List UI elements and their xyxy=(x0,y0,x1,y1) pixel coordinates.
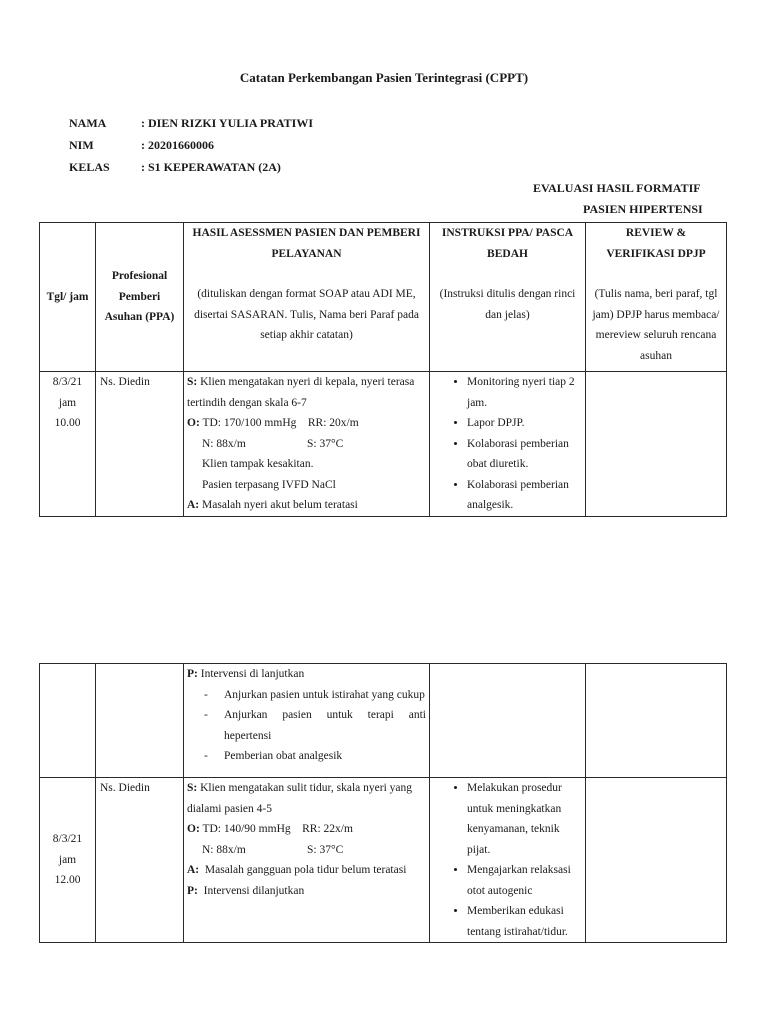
row1-time: 10.00 xyxy=(54,417,81,429)
o-n: N: 88x/m xyxy=(202,437,246,450)
a-text: Masalah gangguan pola tidur belum teratasi xyxy=(204,864,407,876)
s-text: Klien mengatakan nyeri di kepala, nyeri terasa tertindih dengan skala 6-7 xyxy=(187,376,415,409)
p-label: P: xyxy=(187,884,198,897)
info-value: : S1 KEPERAWATAN (2A) xyxy=(141,160,281,174)
row1-objective xyxy=(187,413,426,434)
list-item: • Memberikan edukasi tentang istirahat/tidur. xyxy=(467,901,577,942)
list-item: - Pemberian obat analgesik xyxy=(187,746,426,767)
row2-instructions xyxy=(430,664,586,778)
evaluation-subtitle: PASIEN HIPERTENSI xyxy=(583,202,703,216)
row2-review xyxy=(586,664,727,778)
cppt-table-page2 xyxy=(39,663,727,943)
row3-datetime xyxy=(40,778,96,943)
info-label: NIM xyxy=(69,138,94,152)
row1-jam: jam xyxy=(58,396,77,409)
o-rr: RR: 20x/m xyxy=(307,417,359,429)
instruction-list xyxy=(430,778,577,942)
list-item: • Melakukan prosedur untuk meningkatkan kenyamanan, teknik pijat. xyxy=(467,778,577,860)
o-td: TD: 140/90 mmHg xyxy=(202,823,291,835)
list-item: • Kolaborasi pemberian analgesik. xyxy=(467,475,581,516)
info-label: KELAS xyxy=(69,160,110,174)
plan-list xyxy=(187,685,426,767)
row1-objective-vitals xyxy=(187,434,426,455)
header-row xyxy=(40,223,727,372)
table-row xyxy=(40,778,727,943)
o-rr: RR: 22x/m xyxy=(302,823,353,835)
s-label: S: xyxy=(187,782,198,794)
row3-objective-vitals xyxy=(187,840,426,861)
row3-subjective xyxy=(187,778,426,819)
o-label: O: xyxy=(187,823,200,835)
list-item: - Anjurkan pasien untuk terapi anti hepertensi xyxy=(187,705,426,746)
table-row xyxy=(40,664,727,778)
s-text: Klien mengatakan sulit tidur, skala nyeri yang dialami pasien 4-5 xyxy=(187,782,413,815)
row1-date: 8/3/21 xyxy=(52,376,83,388)
a-label: A: xyxy=(187,864,200,876)
row3-jam: jam xyxy=(58,853,77,866)
info-value: : DIEN RIZKI YULIA PRATIWI xyxy=(141,116,314,130)
p-text: Intervensi di lanjutkan xyxy=(200,668,305,680)
p-text: Intervensi dilanjutkan xyxy=(203,884,305,897)
header-instruction xyxy=(430,223,586,372)
list-item: • Monitoring nyeri tiap 2 jam. xyxy=(467,372,581,413)
header-assessment-title: HASIL ASESSMEN PASIEN DAN PEMBERI PELAYANAN xyxy=(192,227,421,260)
header-review-title: REVIEW & VERIFIKASI DPJP xyxy=(606,227,706,260)
list-item: • Mengajarkan relaksasi otot autogenic xyxy=(467,860,577,901)
header-review xyxy=(586,223,727,372)
header-date xyxy=(40,223,96,372)
row1-instructions xyxy=(430,372,586,517)
a-text: Masalah nyeri akut belum teratasi xyxy=(202,499,358,511)
header-assessment-note: (dituliskan dengan format SOAP atau ADI ME, disertai SASARAN. Tulis, Nama beri Paraf pada setiap akhir catatan) xyxy=(194,288,419,341)
o-n: N: 88x/m xyxy=(202,843,246,856)
instruction-list xyxy=(430,372,581,516)
o-line1: Klien tampak kesakitan. xyxy=(202,458,314,470)
header-review-note: (Tulis nama, beri paraf, tgl jam) DPJP harus membaca/ mereview seluruh rencana asuhan xyxy=(592,288,720,362)
header-instruction-title: INSTRUKSI PPA/ PASCA BEDAH xyxy=(441,227,574,260)
row1-review xyxy=(586,372,727,517)
row1-subjective xyxy=(187,372,426,413)
info-nim xyxy=(69,138,214,153)
p-label: P: xyxy=(187,668,198,680)
row1-datetime xyxy=(40,372,96,517)
row3-review xyxy=(586,778,727,943)
list-item: • Lapor DPJP. xyxy=(467,413,581,434)
o-s: S: 37°C xyxy=(307,843,344,856)
row2-ppa xyxy=(96,664,184,778)
row3-ppa: Ns. Diedin xyxy=(96,778,184,943)
row1-soap xyxy=(184,372,430,517)
info-value: : 20201660006 xyxy=(141,138,214,152)
header-instruction-note: (Instruksi ditulis dengan rinci dan jelas) xyxy=(439,288,576,321)
info-nama xyxy=(69,116,313,131)
list-item: - Anjurkan pasien untuk istirahat yang cukup xyxy=(187,685,426,706)
row1-ppa: Ns. Diedin xyxy=(96,372,184,517)
row3-date: 8/3/21 xyxy=(52,833,83,846)
o-label: O: xyxy=(187,417,200,429)
header-ppa xyxy=(96,223,184,372)
o-s: S: 37°C xyxy=(307,437,344,450)
row1-assessment xyxy=(187,495,426,516)
row3-instructions xyxy=(430,778,586,943)
header-date-text: Tgl/ jam xyxy=(46,290,89,303)
o-td: TD: 170/100 mmHg xyxy=(202,417,297,429)
s-label: S: xyxy=(187,376,198,388)
info-kelas xyxy=(69,160,281,175)
table-row xyxy=(40,372,727,517)
row3-objective xyxy=(187,819,426,840)
header-assessment xyxy=(184,223,430,372)
row3-plan xyxy=(187,881,426,902)
a-label: A: xyxy=(187,499,200,511)
row3-time: 12.00 xyxy=(54,874,81,887)
header-ppa-text: Profesional Pemberi Asuhan (PPA) xyxy=(104,270,175,324)
row2-plan xyxy=(184,664,430,778)
row2-plan-head xyxy=(187,664,426,685)
document-title: Catatan Perkembangan Pasien Terintegrasi (CPPT) xyxy=(239,70,529,85)
row3-assessment xyxy=(187,860,426,881)
list-item: • Kolaborasi pemberian obat diuretik. xyxy=(467,434,581,475)
evaluation-title: EVALUASI HASIL FORMATIF xyxy=(533,181,701,195)
o-line2: Pasien terpasang IVFD NaCl xyxy=(202,478,336,491)
row2-datetime xyxy=(40,664,96,778)
info-label: NAMA xyxy=(69,116,107,130)
cppt-table-page1 xyxy=(39,222,727,517)
row3-soap xyxy=(184,778,430,943)
